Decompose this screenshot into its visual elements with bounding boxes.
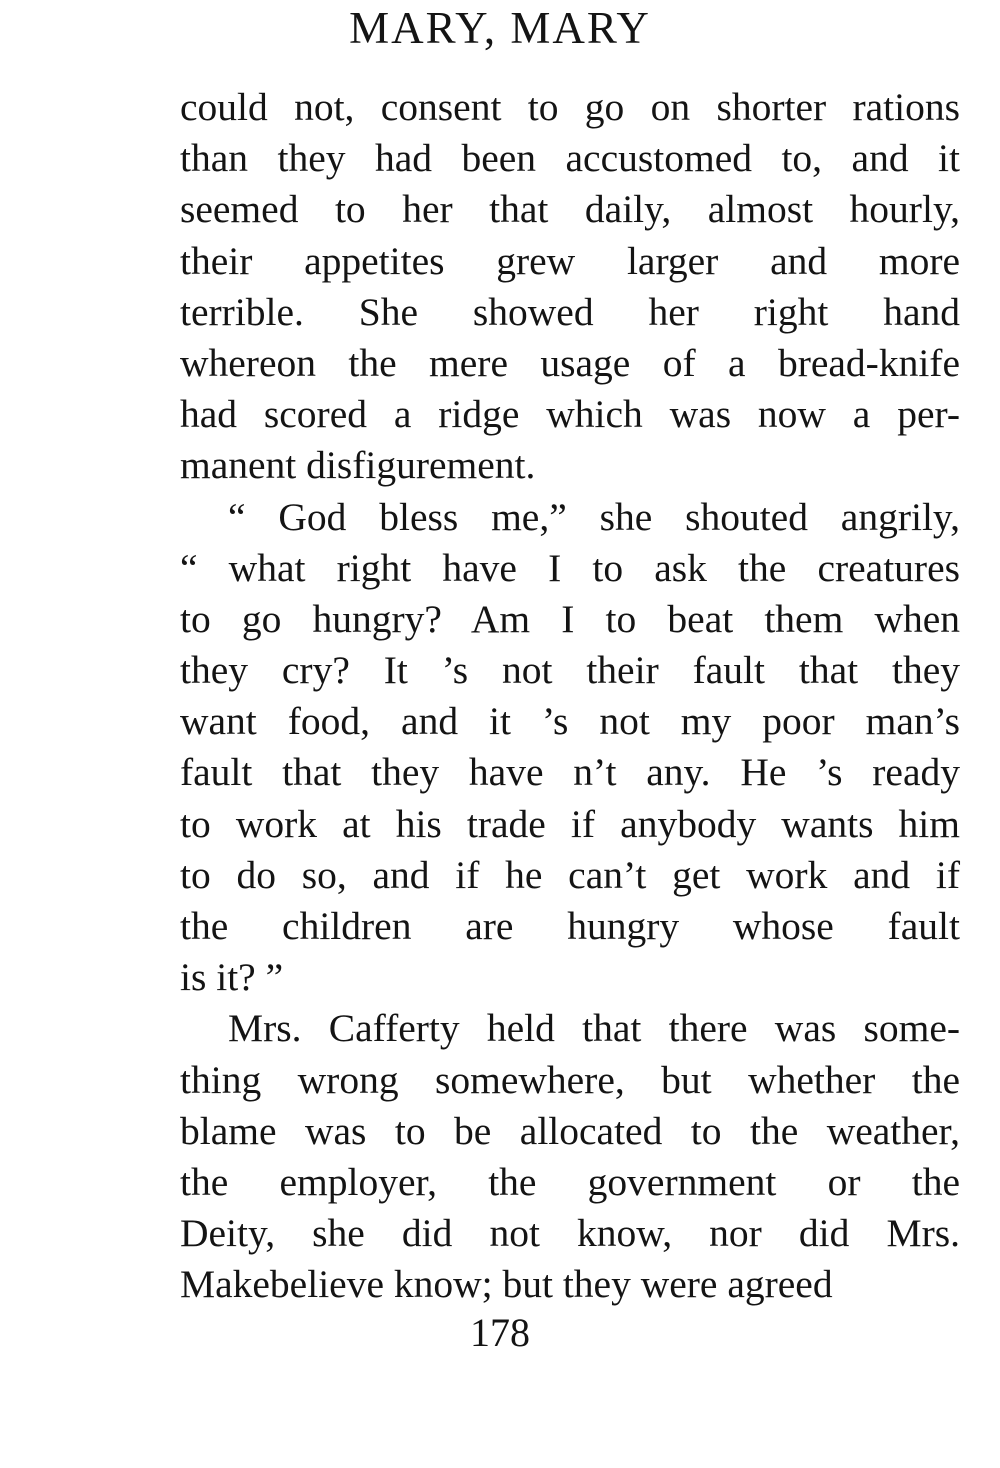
text-line: terrible. She showed her right hand (180, 289, 960, 334)
text-line: Makebelieve know; but they were agreed (180, 1262, 833, 1307)
text-line: Mrs. Cafferty held that there was some- (228, 1006, 960, 1051)
text-line: blame was to be allocated to the weather, (180, 1108, 960, 1153)
text-line: fault that they have n’t any. He ’s ready (180, 750, 960, 795)
text-line: want food, and it ’s not my poor man’s (180, 699, 960, 744)
text-line: had scored a ridge which was now a per- (180, 392, 960, 437)
text-line: “ God bless me,” she shouted angrily, (228, 494, 960, 539)
text-line: the children are hungry whose fault (180, 904, 960, 948)
text-line: thing wrong somewhere, but whether the (180, 1057, 960, 1102)
running-head: MARY, MARY (349, 3, 651, 53)
text-line: their appetites grew larger and more (180, 238, 960, 283)
body-text (180, 82, 960, 1311)
paragraph (180, 492, 960, 1004)
text-line: manent disfigurement. (180, 443, 536, 488)
text-line: than they had been accustomed to, and it (180, 136, 960, 181)
text-line: to do so, and if he can’t get work and if (180, 852, 960, 897)
text-line: whereon the mere usage of a bread-knife (180, 340, 960, 385)
text-line: could not, consent to go on shorter rations (180, 85, 960, 129)
paragraph (180, 82, 960, 492)
text-line: seemed to her that daily, almost hourly, (180, 187, 960, 232)
text-line: the employer, the government or the (180, 1159, 960, 1204)
page-number: 178 (470, 1310, 530, 1355)
paragraph (180, 1003, 960, 1310)
text-line: to work at his trade if anybody wants him (180, 801, 960, 846)
text-line: “ what right have I to ask the creatures (180, 545, 960, 590)
text-line: Deity, she did not know, nor did Mrs. (180, 1211, 960, 1256)
text-line: to go hungry? Am I to beat them when (180, 596, 960, 641)
text-line: is it? ” (180, 955, 284, 1000)
text-line: they cry? It ’s not their fault that they (180, 648, 960, 693)
